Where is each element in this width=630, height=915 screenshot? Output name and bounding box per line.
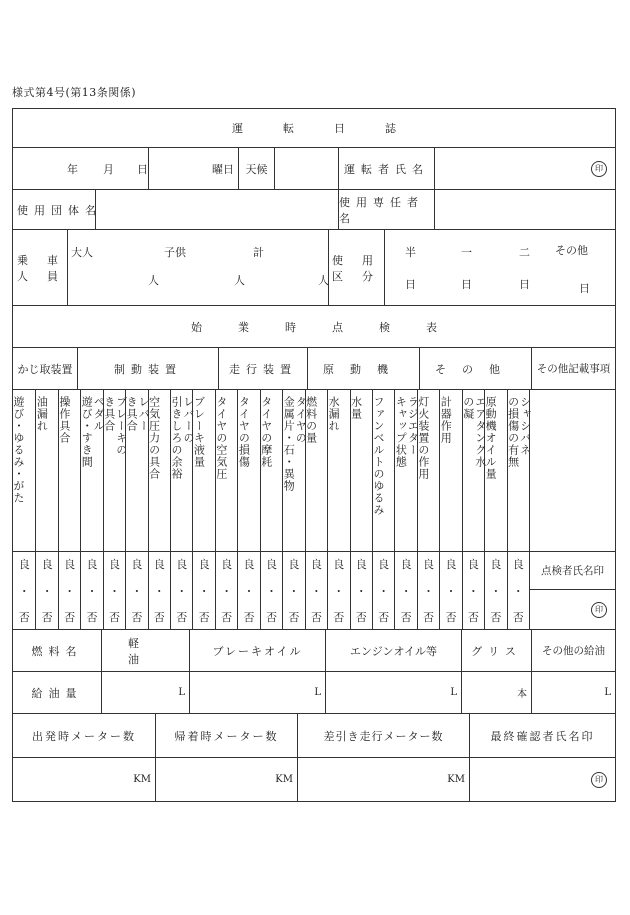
rating-bad: 否 [490, 611, 502, 624]
inspection-item-text: タイヤの摩耗 [259, 396, 273, 468]
log-form [12, 108, 616, 802]
rating-cell-10[interactable] [215, 552, 237, 629]
rating-cell-8[interactable] [170, 552, 192, 629]
inspection-item-12 [260, 390, 282, 551]
inspection-item-text: 水漏れ [327, 396, 341, 432]
rating-good: 良 [18, 558, 30, 571]
rating-separator: ・ [198, 584, 210, 598]
driver-name-field[interactable] [434, 148, 615, 189]
seal-icon: 印 [591, 161, 607, 177]
riders-label-top: 乗 車 [17, 253, 62, 267]
date-row [12, 148, 616, 190]
rating-bad: 否 [108, 611, 120, 624]
inspection-item-2 [35, 390, 57, 551]
unit-l: L [450, 687, 457, 698]
rating-cell-13[interactable] [282, 552, 304, 629]
inspection-item-text: 遊び・ゆるみ・がた [12, 396, 25, 504]
child-unit: 人 [234, 274, 245, 287]
inspector-field[interactable] [529, 590, 615, 629]
rating-good: 良 [86, 558, 98, 571]
rating-cell-9[interactable] [192, 552, 214, 629]
rating-cell-6[interactable] [125, 552, 147, 629]
day-label: 日 [137, 162, 148, 176]
inspection-item-5 [102, 390, 128, 551]
rating-separator: ・ [265, 584, 277, 598]
rating-separator: ・ [288, 584, 300, 598]
inspection-item-text: 油漏れ [35, 396, 49, 432]
rating-good: 良 [400, 558, 412, 571]
inspection-item-text: ファンベルトのゆるみ [371, 396, 385, 516]
rating-cell-14[interactable] [305, 552, 327, 629]
driver-name-label: 運転者氏名 [338, 148, 434, 189]
inspection-item-19 [417, 390, 439, 551]
rating-bad: 否 [512, 611, 524, 624]
inspection-title: 始業時点検表 [191, 320, 473, 334]
engine-oil-amount-field[interactable] [325, 672, 461, 713]
rating-good: 良 [445, 558, 457, 571]
fuel-amount-label: 給油量 [31, 686, 83, 700]
rating-good: 良 [378, 558, 390, 571]
group-notes: その他記載事項 [531, 348, 615, 389]
unit-km: KM [133, 774, 151, 785]
inspection-item-text: き具合 [102, 396, 116, 432]
rating-good: 良 [153, 558, 165, 571]
adult-label: 大人 [71, 246, 93, 259]
rating-separator: ・ [18, 584, 30, 598]
inspection-item-text: タイヤの損傷 [237, 396, 251, 468]
manager-field[interactable] [434, 190, 615, 229]
inspection-item-1 [13, 390, 35, 551]
manager-label: 使用専任者名 [338, 190, 434, 229]
total-label: 計 [253, 246, 264, 259]
rating-cell-22[interactable] [484, 552, 506, 629]
notes-field[interactable] [529, 390, 615, 551]
depart-meter-label: 出発時メーター数 [32, 729, 136, 743]
fuel-grease: グリス [461, 630, 531, 671]
rating-cell-11[interactable] [237, 552, 259, 629]
inspection-item-23 [506, 390, 532, 551]
inspection-item-text: 操作具合 [57, 396, 71, 444]
rating-good: 良 [333, 558, 345, 571]
rating-cell-4[interactable] [80, 552, 102, 629]
rating-separator: ・ [467, 584, 479, 598]
rating-separator: ・ [243, 584, 255, 598]
rating-separator: ・ [64, 584, 76, 598]
inspection-item-17 [372, 390, 394, 551]
rating-good: 良 [221, 558, 233, 571]
group-engine: 原動機 [307, 348, 419, 389]
rating-cell-17[interactable] [372, 552, 394, 629]
month-label: 月 [103, 162, 114, 176]
rating-separator: ・ [423, 584, 435, 598]
rating-bad: 否 [265, 611, 277, 624]
inspection-item-6 [125, 390, 151, 551]
half-day: 日 [405, 278, 416, 291]
depart-meter-field[interactable] [13, 758, 155, 801]
year-label: 年 [67, 162, 78, 176]
usage-fields[interactable] [384, 230, 615, 305]
inspection-item-10 [215, 390, 237, 551]
grease-amount-field[interactable] [461, 672, 531, 713]
rating-bad: 否 [445, 611, 457, 624]
inspection-item-text: 原動機オイル量 [484, 396, 498, 480]
rating-cell-16[interactable] [350, 552, 372, 629]
riders-row [12, 230, 616, 306]
meter-label-row [12, 714, 616, 758]
fuel-name-row [12, 630, 616, 672]
rating-separator: ・ [378, 584, 390, 598]
rating-good: 良 [176, 558, 188, 571]
rating-bad: 否 [198, 611, 210, 624]
rating-bad: 否 [153, 611, 165, 624]
seal-icon: 印 [591, 602, 607, 618]
rating-cell-7[interactable] [148, 552, 170, 629]
rating-good: 良 [41, 558, 53, 571]
rating-separator: ・ [41, 584, 53, 598]
rating-bad: 否 [288, 611, 300, 624]
one-day: 日 [461, 278, 472, 291]
inspection-item-7 [148, 390, 170, 551]
confirm-label: 最終確認者氏名印 [469, 714, 615, 757]
fuel-other: その他の給油 [531, 630, 615, 671]
rating-separator: ・ [221, 584, 233, 598]
unit-l: L [604, 687, 611, 698]
rating-bad: 否 [131, 611, 143, 624]
inspection-item-13 [282, 390, 308, 551]
inspection-item-14 [305, 390, 327, 551]
rating-separator: ・ [355, 584, 367, 598]
inspection-item-text: の損傷の有無 [506, 396, 520, 468]
confirm-field[interactable] [469, 758, 615, 801]
meter-value-row [12, 758, 616, 802]
two-label: 二 [519, 246, 530, 259]
rating-good: 良 [131, 558, 143, 571]
fuel-amount-row [12, 672, 616, 714]
inspection-item-text: ペダル [92, 396, 106, 432]
seal-icon: 印 [591, 772, 607, 788]
org-row [12, 190, 616, 230]
weather-field[interactable] [274, 148, 338, 189]
rating-cell-3[interactable] [58, 552, 80, 629]
other-amount-field[interactable] [531, 672, 615, 713]
inspection-item-16 [350, 390, 372, 551]
inspector-label: 点検者氏名印 [529, 552, 615, 590]
rating-cell-12[interactable] [260, 552, 282, 629]
rating-cell-20[interactable] [439, 552, 461, 629]
inspection-title-row [12, 306, 616, 348]
unit-km: KM [275, 774, 293, 785]
rating-separator: ・ [512, 584, 524, 598]
rating-good: 良 [64, 558, 76, 571]
rating-good: 良 [243, 558, 255, 571]
rating-bad: 否 [378, 611, 390, 624]
rating-separator: ・ [445, 584, 457, 598]
inspection-item-text: エアタンク水 [473, 396, 487, 468]
rating-separator: ・ [86, 584, 98, 598]
rating-separator: ・ [176, 584, 188, 598]
usage-label-top: 使 用 [332, 253, 377, 267]
rating-cell-23[interactable] [507, 552, 529, 629]
rating-bad: 否 [333, 611, 345, 624]
rating-separator: ・ [153, 584, 165, 598]
org-label: 使用団体名 [17, 203, 102, 217]
rating-bad: 否 [355, 611, 367, 624]
inspection-item-21 [461, 390, 487, 551]
inspection-item-text: キャップ状態 [394, 396, 408, 468]
inspection-item-20 [439, 390, 461, 551]
rating-separator: ・ [108, 584, 120, 598]
inspection-item-text: ブレーキ液量 [192, 396, 206, 468]
one-label: 一 [461, 246, 472, 259]
fuel-brake-oil: ブレーキオイル [189, 630, 325, 671]
group-steering: かじ取装置 [17, 362, 73, 376]
inspection-item-text: き具合 [125, 396, 139, 432]
title-row [12, 108, 616, 148]
child-label: 子供 [164, 246, 186, 259]
unit-l: L [178, 687, 185, 698]
inspection-item-text: レバー [137, 396, 151, 432]
rating-bad: 否 [310, 611, 322, 624]
brake-oil-amount-field[interactable] [189, 672, 325, 713]
riders-label-bottom: 人 員 [17, 269, 62, 283]
rating-separator: ・ [400, 584, 412, 598]
rating-bad: 否 [18, 611, 30, 624]
inspection-item-text: 金属片・石・異物 [282, 396, 296, 492]
rating-bad: 否 [243, 611, 255, 624]
inspection-item-15 [327, 390, 349, 551]
rating-cell-1[interactable] [13, 552, 35, 629]
rating-bad: 否 [221, 611, 233, 624]
inspection-item-9 [192, 390, 214, 551]
rating-bad: 否 [423, 611, 435, 624]
inspection-item-text: ブレーキの [114, 396, 128, 456]
rating-cell-5[interactable] [103, 552, 125, 629]
weekday-label: 曜日 [148, 148, 238, 189]
adult-unit: 人 [148, 274, 159, 287]
group-row [12, 348, 616, 390]
diff-meter-field[interactable] [297, 758, 469, 801]
inspection-item-text: 水量 [349, 396, 363, 420]
rating-separator: ・ [310, 584, 322, 598]
inspection-item-4 [80, 390, 106, 551]
other-label: その他 [555, 244, 588, 257]
rating-good: 良 [288, 558, 300, 571]
inspection-item-text: タイヤの [294, 396, 308, 444]
inspection-item-text: ラジエター [406, 396, 420, 456]
return-meter-label: 帰着時メーター数 [155, 714, 297, 757]
rating-good: 良 [467, 558, 479, 571]
inspection-item-text: シャシバネ [518, 396, 532, 456]
rating-good: 良 [355, 558, 367, 571]
rating-cell-15[interactable] [327, 552, 349, 629]
rating-cell-2[interactable] [35, 552, 57, 629]
inspection-item-18 [394, 390, 420, 551]
rating-bad: 否 [41, 611, 53, 624]
ratings-row [12, 552, 616, 630]
inspection-item-text: 引きしろの余裕 [170, 396, 184, 480]
inspection-item-text: 空気圧力の具合 [147, 396, 161, 480]
inspection-item-text: 燃料の量 [304, 396, 318, 444]
rating-cell-21[interactable] [462, 552, 484, 629]
rating-bad: 否 [467, 611, 479, 624]
rating-good: 良 [490, 558, 502, 571]
items-row [12, 390, 616, 552]
rating-good: 良 [265, 558, 277, 571]
unit-hon: 本 [517, 689, 527, 700]
form-title: 運転日誌 [232, 122, 436, 135]
rating-bad: 否 [400, 611, 412, 624]
usage-label-bottom: 区 分 [332, 269, 377, 283]
unit-km: KM [447, 774, 465, 785]
rating-bad: 否 [64, 611, 76, 624]
return-meter-field[interactable] [155, 758, 297, 801]
rating-cell-18[interactable] [394, 552, 416, 629]
rating-separator: ・ [490, 584, 502, 598]
rating-bad: 否 [86, 611, 98, 624]
group-other: その他 [419, 348, 531, 389]
rating-good: 良 [310, 558, 322, 571]
diesel-amount-field[interactable] [101, 672, 189, 713]
rating-bad: 否 [176, 611, 188, 624]
rating-separator: ・ [131, 584, 143, 598]
unit-l: L [314, 687, 321, 698]
form-caption: 様式第4号(第13条関係) [12, 86, 137, 99]
rating-cell-19[interactable] [417, 552, 439, 629]
group-running: 走行装置 [218, 348, 307, 389]
total-unit: 人 [318, 274, 329, 287]
riders-fields[interactable] [67, 230, 328, 305]
inspection-item-text: 灯火装置の作用 [416, 396, 430, 480]
inspection-item-3 [58, 390, 80, 551]
inspection-item-8 [170, 390, 196, 551]
other-day: 日 [579, 282, 590, 295]
inspection-item-text: の凝 [461, 396, 475, 420]
rating-good: 良 [108, 558, 120, 571]
half-label: 半 [405, 246, 416, 259]
fuel-engine-oil: エンジンオイル等 [325, 630, 461, 671]
two-day: 日 [519, 278, 530, 291]
rating-separator: ・ [333, 584, 345, 598]
inspection-item-text: タイヤの空気圧 [214, 396, 228, 480]
diff-meter-label: 差引き走行メーター数 [297, 714, 469, 757]
rating-good: 良 [423, 558, 435, 571]
rating-good: 良 [512, 558, 524, 571]
fuel-diesel: 軽油 [101, 630, 189, 671]
inspection-item-text: レバーの [182, 396, 196, 444]
weather-label: 天候 [238, 148, 274, 189]
rating-good: 良 [198, 558, 210, 571]
org-field[interactable] [95, 190, 338, 229]
inspection-item-text: 遊び・すき間 [80, 396, 94, 468]
inspection-item-text: 計器作用 [439, 396, 453, 444]
inspection-item-22 [484, 390, 506, 551]
fuel-name-label: 燃料名 [31, 644, 83, 658]
group-brake: 制動装置 [77, 348, 218, 389]
inspection-item-11 [237, 390, 259, 551]
